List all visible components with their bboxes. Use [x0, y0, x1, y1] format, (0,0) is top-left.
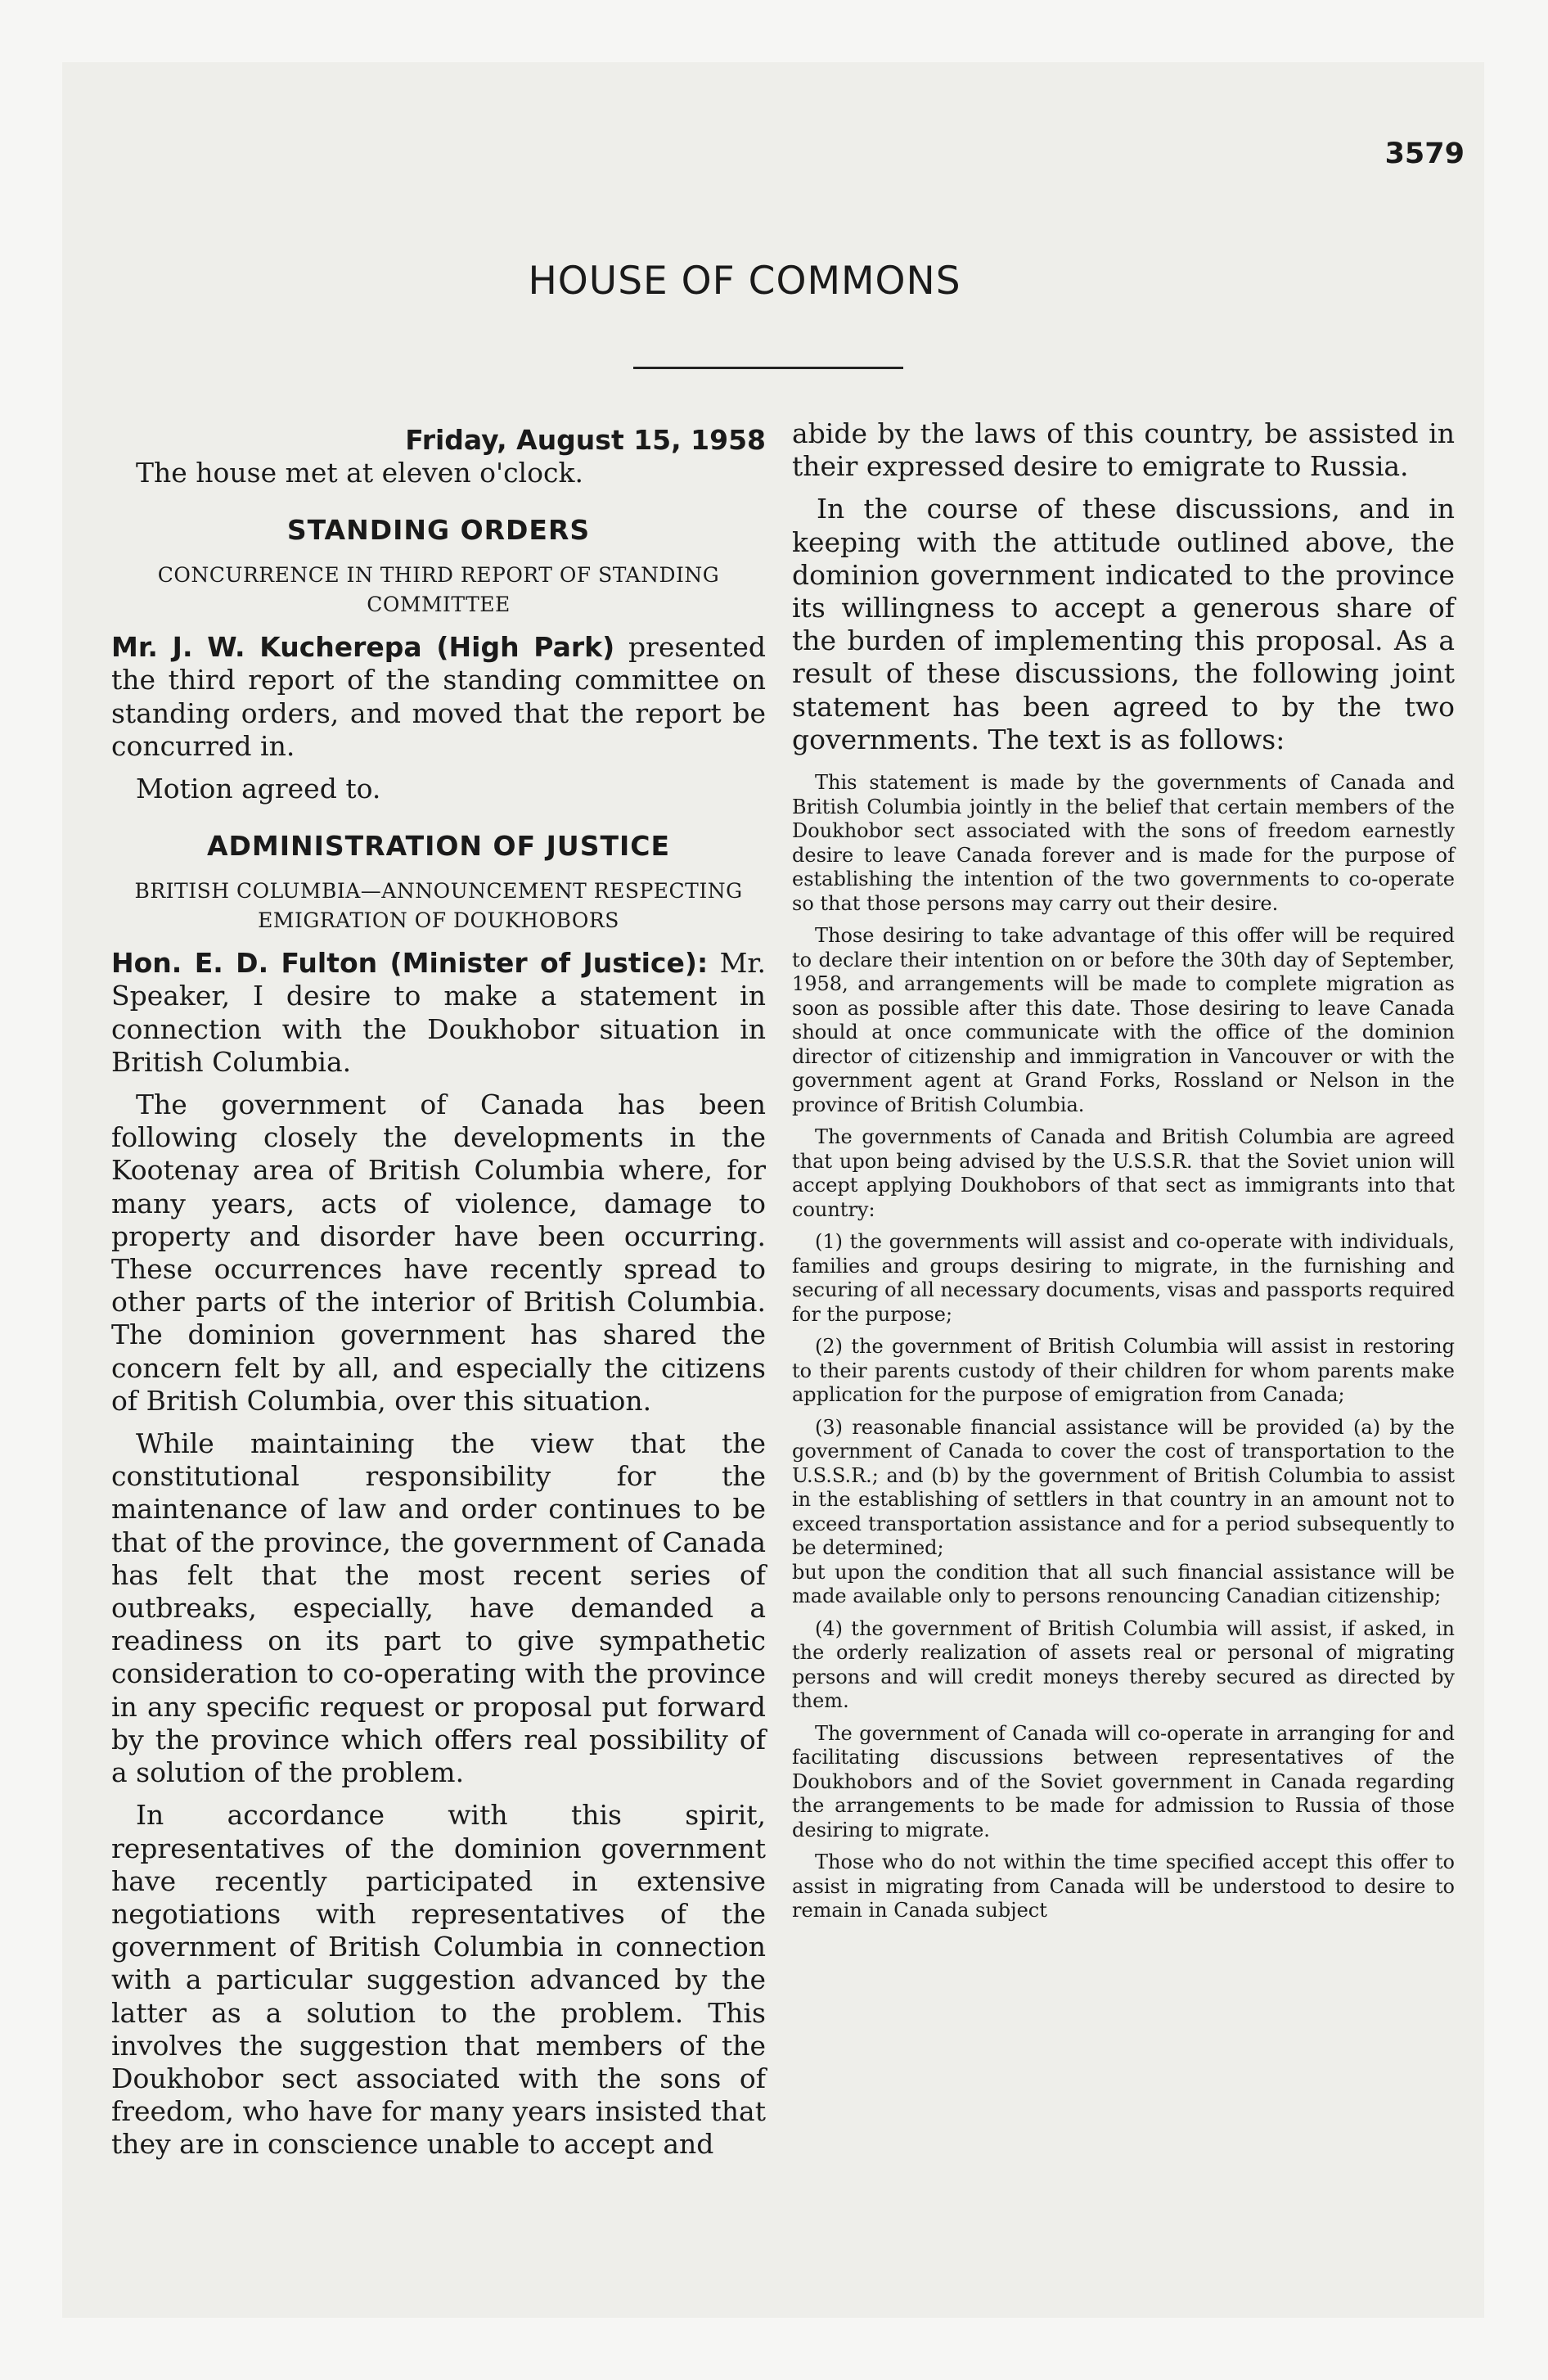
- list-item: (2) the government of British Columbia will assist in restoring to their parents custody of their children for whom parents make application for the purpose of emigration from Canada;: [792, 1335, 1455, 1407]
- list-item: (4) the government of British Columbia will assist, if asked, in the orderly realization of assets real or personal of migrating persons and will credit moneys thereby secured as directed by them.: [792, 1616, 1455, 1713]
- left-column: [111, 417, 766, 2161]
- section-heading-justice: ADMINISTRATION OF JUSTICE: [206, 830, 671, 863]
- section-subheading: CONCURRENCE IN THIRD REPORT OF STANDING COMMITTEE: [157, 563, 720, 617]
- quoted-paragraph: Those desiring to take advantage of this offer will be required to declare their intention on or before the 30th day of September, 1958, and arrangements will be made to complete migration as soon as possible after this date. Those desiring to leave Canada should at once communicate with the office of the dominion director of citizenship and immigration in Vancouver or with the government agent at Grand Forks, Rossland or Nelson in the province of British Columbia.: [792, 924, 1455, 1116]
- fulton-paragraph: [111, 947, 766, 1079]
- opening-line: The house met at eleven o'clock.: [136, 457, 583, 489]
- list-item-continuation: but upon the condition that all such financial assistance will be made available only to persons renouncing Canadian citizenship;: [792, 1560, 1455, 1608]
- title-rule: [633, 367, 903, 369]
- quoted-paragraph: This statement is made by the governments of Canada and British Columbia jointly in the belief that certain members of the Doukhobor sect associated with the sons of freedom earnestly desire to leave Canada forever and is made for the purpose of establishing the intention of the two governments to co-operate so that those persons may carry out their desire.: [792, 771, 1455, 915]
- page-title: HOUSE OF COMMONS: [528, 259, 961, 304]
- speaker-name: Mr. J. W. Kucherepa (High Park): [111, 631, 615, 664]
- paragraph-text: presented the third report of the standing committee on standing orders, and moved that the report be concurred in.: [111, 631, 766, 762]
- paragraph: In accordance with this spirit, representatives of the dominion government have recently participated in extensive negotiations with representatives of the government of British Columbia in connection with a particular suggestion advanced by the latter as a solution to the problem. This involves the suggestion that members of the Doukhobor sect associated with the sons of freedom, who have for many years insisted that they are in conscience unable to accept and: [111, 1799, 766, 2161]
- section-heading-standing-orders: STANDING ORDERS: [286, 514, 591, 547]
- paragraph: The government of Canada has been following closely the developments in the Kootenay area of British Columbia where, for many years, acts of violence, damage to property and disorder have been occurring. These occurrences have recently spread to other parts of the interior of British Columbia. The dominion government has shared the concern felt by all, and especially the citizens of British Columbia, over this situation.: [111, 1089, 766, 1417]
- sitting-date: Friday, August 15, 1958: [405, 424, 766, 456]
- speaker-name: Hon. E. D. Fulton (Minister of Justice):: [111, 947, 709, 980]
- quoted-paragraph: Those who do not within the time specified accept this offer to assist in migrating from Canada will be understood to desire to remain in Canada subject: [792, 1850, 1455, 1922]
- paragraph: abide by the laws of this country, be assisted in their expressed desire to emigrate to Russia.: [792, 417, 1455, 483]
- paragraph: In the course of these discussions, and in keeping with the attitude outlined above, the dominion government indicated to the province its willingness to accept a generous share of the burden of implementing this proposal. As a result of these discussions, the following joint statement has been agreed to by the two governments. The text is as follows:: [792, 493, 1455, 755]
- motion-line: Motion agreed to.: [136, 773, 381, 805]
- page-number: 3579: [1384, 137, 1465, 170]
- right-column: [792, 417, 1455, 1923]
- paragraph-text: Mr. Speaker, I desire to make a statement in connection with the Doukhobor situation in British Columbia.: [111, 947, 766, 1078]
- paragraph: While maintaining the view that the constitutional responsibility for the maintenance of law and order continues to be that of the province, the government of Canada has felt that the most recent series of outbreaks, especially, have demanded a readiness on its part to give sympathetic consideration to co-operating with the province in any specific request or proposal put forward by the province which offers real possibility of a solution of the problem.: [111, 1427, 766, 1789]
- list-item: (1) the governments will assist and co-operate with individuals, families and groups desiring to migrate, in the furnishing and securing of all necessary documents, visas and passports required for the purpose;: [792, 1230, 1455, 1326]
- quoted-paragraph: The governments of Canada and British Columbia are agreed that upon being advised by the U.S.S.R. that the Soviet union will accept applying Doukhobors of that sect as immigrants into that country:: [792, 1125, 1455, 1221]
- kucherepa-paragraph: [111, 631, 766, 763]
- quoted-paragraph: The government of Canada will co-operate in arranging for and facilitating discussions between representatives of the Doukhobors and of the Soviet government in Canada regarding the arrangements to be made for admission to Russia of those desiring to migrate.: [792, 1721, 1455, 1841]
- section-subheading: BRITISH COLUMBIA—ANNOUNCEMENT RESPECTING EMIGRATION OF DOUKHOBORS: [134, 879, 743, 933]
- list-item: (3) reasonable financial assistance will be provided (a) by the government of Canada to cover the cost of transportation to the U.S.S.R.; and (b) by the government of British Columbia to assist in the establishing of settlers in that country in an amount not to exceed transportation assistance and for a period subsequently to be determined;: [792, 1415, 1455, 1560]
